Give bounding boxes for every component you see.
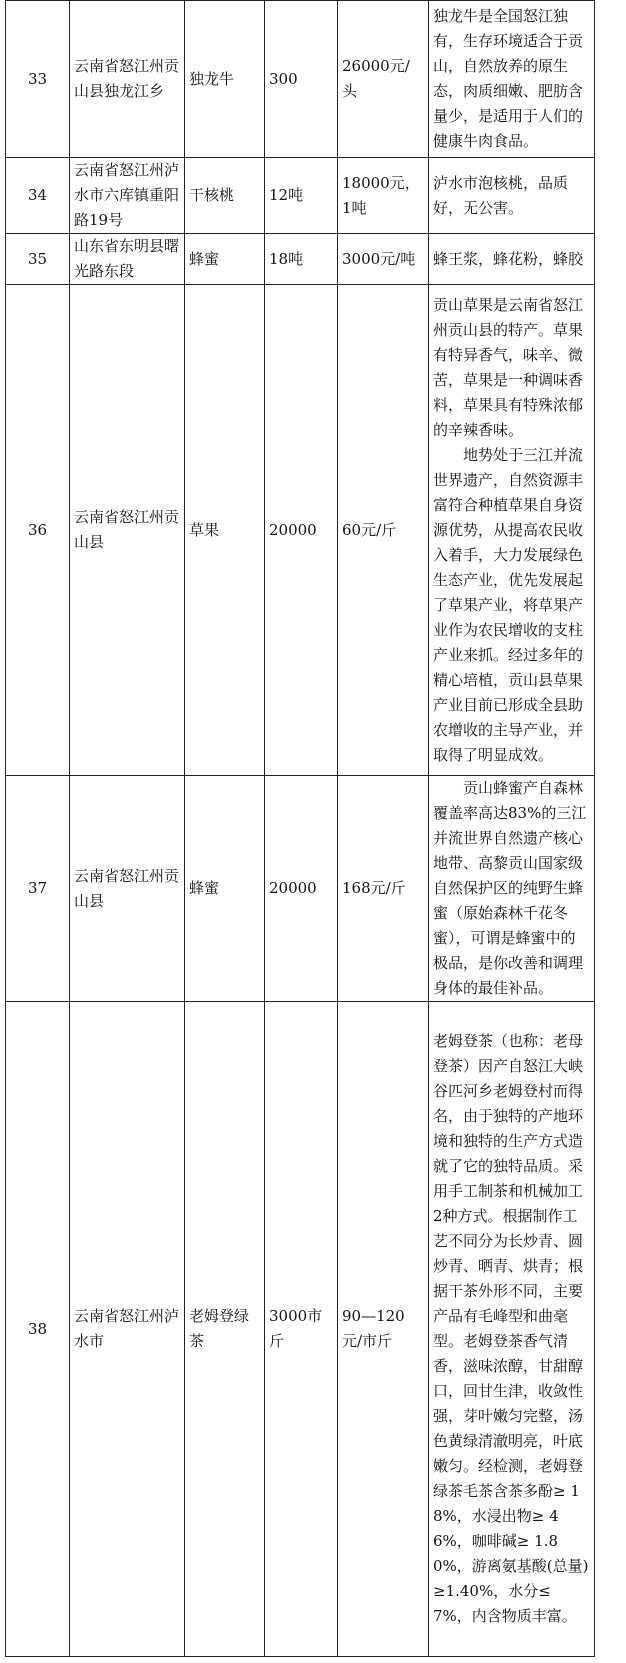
quantity-cell: 300	[265, 1, 338, 158]
origin-cell: 云南省怒江州泸水市六库镇重阳路19号	[70, 158, 185, 234]
description-text: 泸水市泡核桃，品质好，无公害。	[433, 173, 569, 217]
quantity-cell: 3000市斤	[265, 1002, 338, 1657]
price-cell: 168元/斤	[338, 776, 429, 1002]
description-cell	[429, 776, 595, 1002]
price-cell: 26000元/头	[338, 1, 429, 158]
table-row	[6, 285, 595, 776]
origin-cell: 云南省怒江州贡山县	[70, 285, 185, 776]
row-number: 36	[6, 285, 70, 776]
price-cell: 18000元，1吨	[338, 158, 429, 234]
table-row	[6, 1, 595, 158]
description-cell	[429, 1002, 595, 1657]
quantity-cell: 12吨	[265, 158, 338, 234]
product-cell: 蜂蜜	[185, 234, 265, 285]
row-number: 33	[6, 1, 70, 158]
table-row	[6, 1002, 595, 1657]
product-table	[5, 0, 595, 1657]
row-number: 35	[6, 234, 70, 285]
table-row	[6, 234, 595, 285]
description-cell	[429, 158, 595, 234]
table-row	[6, 158, 595, 234]
origin-cell: 云南省怒江州贡山县	[70, 776, 185, 1002]
row-number: 37	[6, 776, 70, 1002]
row-number: 38	[6, 1002, 70, 1657]
description-text: 独龙牛是全国怒江独有，生存环境适合于贡山，自然放养的原生态，肉质细嫩、肥肪含量少，是适用于人们的健康牛肉食品。	[433, 7, 584, 150]
origin-cell: 云南省怒江州贡山县独龙江乡	[70, 1, 185, 158]
price-cell: 3000元/吨	[338, 234, 429, 285]
description-text: 地势处于三江并流世界遗产，自然资源丰富符合种植草果自身资源优势，从提高农民收入着手，大力发展绿色生态产业，优先发展起了草果产业，将草果产业作为农民增收的支柱产业来抓。经过多年的精心培植，贡山县草果产业目前已形成全县助农增收的主导产业，并取得了明显成效。	[433, 445, 584, 764]
description-cell	[429, 1, 595, 158]
product-cell: 蜂蜜	[185, 776, 265, 1002]
table-row	[6, 776, 595, 1002]
product-cell: 草果	[185, 285, 265, 776]
quantity-cell: 20000	[265, 285, 338, 776]
description-cell	[429, 285, 595, 776]
row-number: 34	[6, 158, 70, 234]
description-text: 贡山蜂蜜产自森林覆盖率高达83%的三江并流世界自然遗产核心地带、高黎贡山国家级自然保护区的纯野生蜂蜜（原始森林千花冬蜜），可谓是蜂蜜中的极品，是你改善和调理身体的最佳补品。	[433, 779, 587, 997]
description-text: 蜂王浆，蜂花粉，蜂胶	[433, 249, 584, 268]
price-cell: 60元/斤	[338, 285, 429, 776]
product-cell: 独龙牛	[185, 1, 265, 158]
product-cell: 老姆登绿茶	[185, 1002, 265, 1657]
origin-cell: 云南省怒江州泸水市	[70, 1002, 185, 1657]
price-cell: 90—120元/市斤	[338, 1002, 429, 1657]
description-text: 贡山草果是云南省怒江州贡山县的特产。草果有特异香气，味辛、微苦，草果是一种调味香料，草果具有特殊浓郁的辛辣香味。	[433, 295, 584, 439]
origin-cell: 山东省东明县曙光路东段	[70, 234, 185, 285]
quantity-cell: 18吨	[265, 234, 338, 285]
product-cell: 干核桃	[185, 158, 265, 234]
description-text: 老姆登茶（也称：老母登茶）因产自怒江大峡谷匹河乡老姆登村而得名，由于独特的产地环境和独特的生产方式造就了它的独特品质。采用手工制茶和机械加工2种方式。根据制作工艺不同分为长炒青、圆炒青、晒青、烘青；根据干茶外形不同，主要产品有毛峰型和曲毫型。老姆登茶香气清香，滋味浓醇，甘甜醇口，回甘生津，收敛性强，芽叶嫩匀完整，汤色黄绿清澈明亮，叶底嫩匀。经检测，老姆登绿茶毛茶含茶多酚≥ 18%，水浸出物≥ 46%，咖啡碱≥ 1.80%，游离氨基酸(总量) ≥1.40%，水分≤ 7%，内含物质丰富。	[433, 1032, 589, 1625]
quantity-cell: 20000	[265, 776, 338, 1002]
description-cell	[429, 234, 595, 285]
